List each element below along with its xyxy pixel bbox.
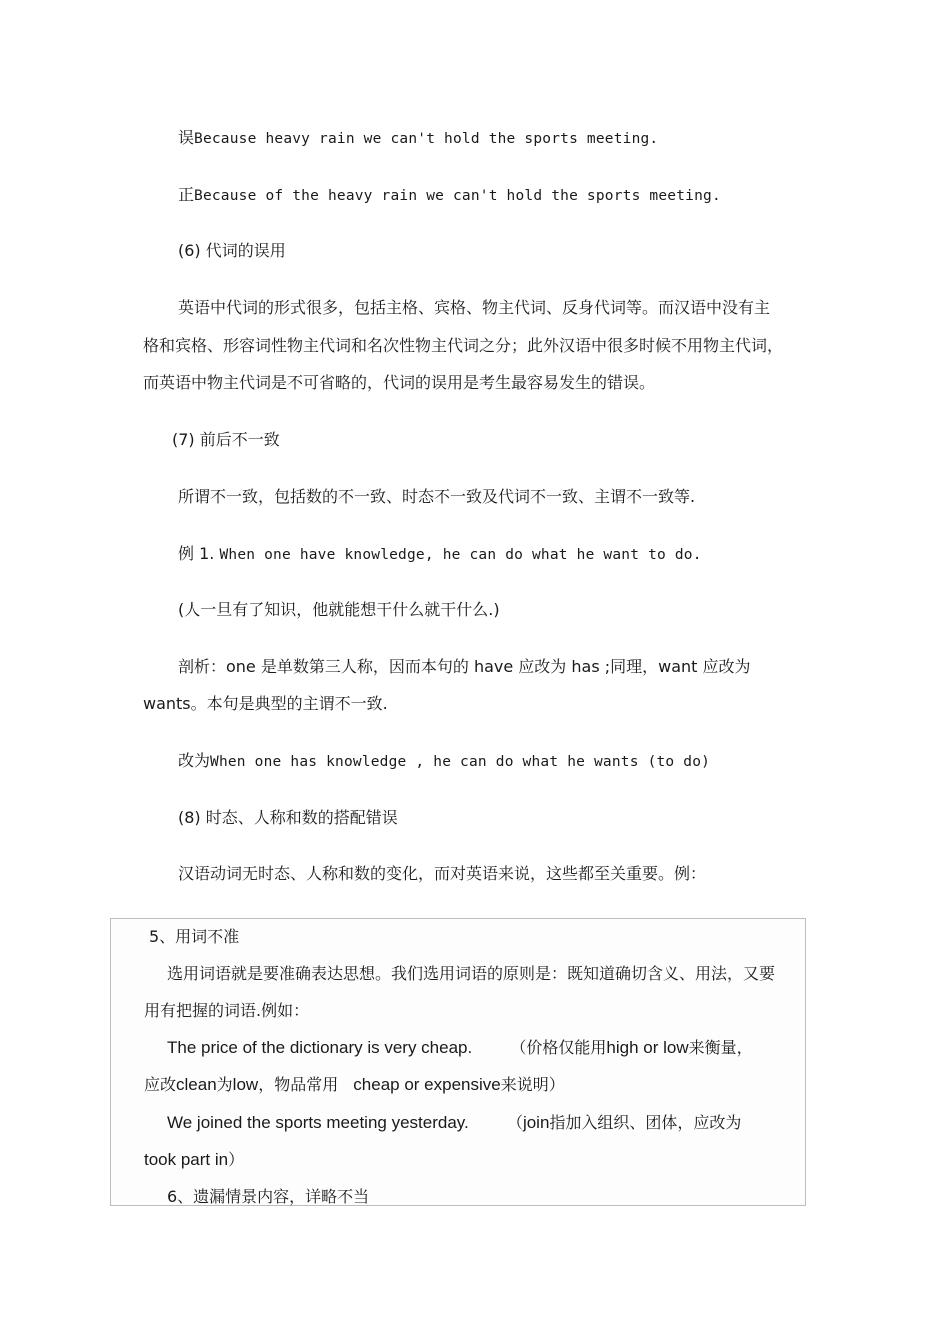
excerpt-example-2-l2-a: took part in (144, 1150, 229, 1169)
wrong-example-text: Because heavy rain we can't hold the sports meeting. (194, 131, 659, 147)
excerpt-example-2-note-b: join (522, 1113, 550, 1132)
wrong-mark: 误 (178, 128, 195, 147)
excerpt-example-1-l2-a: 应改 (144, 1075, 177, 1094)
correct-example-line (178, 185, 721, 206)
excerpt-example-2-l2-b: ） (228, 1150, 245, 1169)
example-1-text: When one have knowledge, he can do what he want to do. (219, 547, 702, 563)
excerpt-heading-6: 6、遗漏情景内容，详略不当 (167, 1187, 370, 1206)
paragraph-6-line-2: 格和宾格、形容词性物主代词和名次性物主代词之分；此外汉语中很多时候不用物主代词， (143, 336, 784, 355)
example-1-line (178, 544, 702, 565)
analysis-line-2: wants。本句是典型的主谓不一致. (143, 694, 388, 713)
excerpt-example-2-line-2 (144, 1150, 244, 1170)
excerpt-example-2-line-1 (167, 1113, 741, 1133)
correction-line (178, 751, 710, 772)
excerpt-example-1-line-1 (167, 1038, 753, 1058)
excerpt-paragraph-line-1: 选用词语就是要准确表达思想。我们选用词语的原则是：既知道确切含义、用法，又要 (167, 964, 776, 983)
correct-example-text: Because of the heavy rain we can't hold the sports meeting. (194, 188, 721, 204)
excerpt-box (110, 918, 806, 1206)
excerpt-example-1-l2-g: 来说明） (500, 1075, 565, 1094)
excerpt-example-2-english: We joined the sports meeting yesterday. (167, 1113, 469, 1132)
excerpt-example-1-english: The price of the dictionary is very cheap. (167, 1038, 473, 1057)
excerpt-example-1-l2-e: ，物品常用 (258, 1075, 339, 1094)
section-heading-7: (7) 前后不一致 (172, 430, 280, 449)
analysis-line-1: 剖析：one 是单数第三人称，因而本句的 have 应改为 has ;同理，want 应改为 (178, 657, 751, 676)
excerpt-example-2-note-a: （ (506, 1113, 523, 1132)
excerpt-example-1-note-a: （价格仅能用 (510, 1038, 607, 1057)
excerpt-example-1-note-c: 来衡量， (688, 1038, 753, 1057)
paragraph-6-line-1: 英语中代词的形式很多，包括主格、宾格、物主代词、反身代词等。而汉语中没有主 (178, 298, 771, 317)
excerpt-example-1-l2-b: clean (176, 1075, 217, 1094)
example-1-label: 例 1. (178, 544, 215, 563)
excerpt-paragraph-line-2: 用有把握的词语.例如： (144, 1001, 310, 1020)
section-heading-6: (6) 代词的误用 (178, 241, 286, 260)
section-heading-8: (8) 时态、人称和数的搭配错误 (178, 808, 398, 827)
wrong-example-line (178, 128, 658, 149)
excerpt-example-1-l2-f: cheap or expensive (353, 1075, 501, 1094)
excerpt-example-1-l2-d: low (232, 1075, 259, 1094)
correct-mark: 正 (178, 185, 195, 204)
paragraph-8: 汉语动词无时态、人称和数的变化，而对英语来说，这些都至关重要。例： (178, 864, 707, 883)
example-1-translation: (人一旦有了知识，他就能想干什么就干什么.) (178, 600, 500, 619)
excerpt-example-1-line-2 (144, 1075, 565, 1095)
correction-label: 改为 (178, 751, 211, 770)
excerpt-heading-5: 5、用词不准 (149, 927, 240, 946)
paragraph-7: 所谓不一致，包括数的不一致、时态不一致及代词不一致、主谓不一致等. (178, 487, 696, 506)
excerpt-example-1-l2-c: 为 (216, 1075, 233, 1094)
excerpt-example-2-note-c: 指加入组织、团体，应改为 (549, 1113, 742, 1132)
excerpt-example-1-note-b: high or low (606, 1038, 689, 1057)
correction-text: When one has knowledge , he can do what he wants (to do) (210, 754, 711, 770)
paragraph-6-line-3: 而英语中物主代词是不可省略的，代词的误用是考生最容易发生的错误。 (143, 373, 656, 392)
